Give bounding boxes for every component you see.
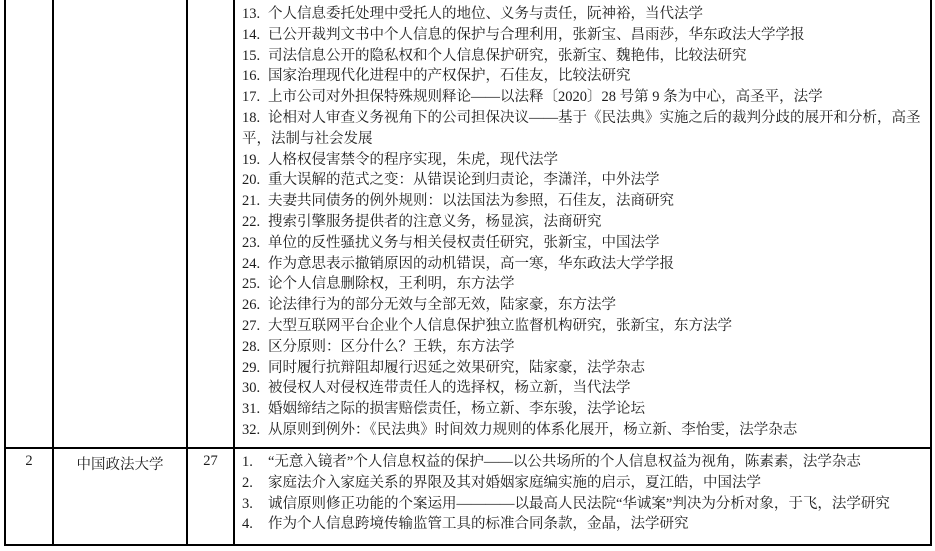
university-article-ranking-table [4, 0, 932, 546]
article-number: 18. [242, 109, 261, 126]
article-number: 24. [242, 255, 261, 272]
article-text: 国家治理现代化进程中的产权保护，石佳友，比较法研究 [268, 68, 631, 85]
article-text: 从原则到例外：《民法典》时间效力规则的体系化展开，杨立新、李怡雯，法学杂志 [268, 421, 798, 438]
article-item [242, 254, 924, 275]
article-item [242, 87, 924, 108]
article-number: 19. [242, 151, 261, 168]
article-text: 重大误解的范式之变：从错误论到归责论，李潇洋，中外法学 [268, 172, 660, 189]
article-item [242, 295, 924, 316]
article-number: 20. [242, 172, 261, 189]
article-text: 婚姻缔结之际的损害赔偿责任，杨立新、李东骏，法学论坛 [268, 401, 645, 418]
article-item [242, 46, 924, 67]
article-number: 13. [242, 6, 261, 22]
article-text: 家庭法介入家庭关系的界限及其对婚姻家庭编实施的启示，夏江皓，中国法学 [268, 474, 761, 491]
article-text: 同时履行抗辩阻却履行迟延之效果研究，陆家豪，法学杂志 [268, 359, 645, 376]
article-item [242, 150, 924, 171]
article-item [242, 25, 924, 46]
article-item [242, 337, 924, 358]
article-text: 被侵权人对侵权连带责任人的选择权，杨立新，当代法学 [268, 380, 631, 397]
article-item [242, 316, 924, 337]
article-number: 26. [242, 297, 261, 314]
article-number: 23. [242, 234, 261, 251]
article-item [242, 170, 924, 191]
article-item [242, 452, 924, 473]
article-number: 31. [242, 401, 261, 418]
article-item [242, 233, 924, 254]
article-item [242, 399, 924, 420]
article-item [242, 378, 924, 399]
article-text: 论法律行为的部分无效与全部无效，陆家豪，东方法学 [268, 297, 616, 314]
rank-cell [5, 0, 53, 448]
article-item [242, 212, 924, 233]
article-number: 28. [242, 338, 261, 355]
article-text: 区分原则：区分什么？王轶，东方法学 [268, 338, 515, 355]
article-number: 14. [242, 26, 261, 43]
article-number: 1. [242, 454, 253, 470]
article-text: 已公开裁判文书中个人信息的保护与合理利用，张新宝、昌雨莎，华东政法大学学报 [268, 26, 805, 43]
article-text: 司法信息公开的隐私权和个人信息保护研究，张新宝、魏艳伟，比较法研究 [268, 47, 747, 64]
article-item [242, 514, 924, 535]
article-number: 25. [242, 276, 261, 293]
article-text: 个人信息委托处理中受托人的地位、义务与责任，阮神裕，当代法学 [268, 6, 703, 22]
university-cell [53, 0, 187, 448]
article-number: 21. [242, 193, 261, 210]
article-number: 4. [242, 516, 253, 533]
articles-list-cell [234, 0, 931, 448]
article-text: 论相对人审查义务视角下的公司担保决议——基于《民法典》实施之后的裁判分歧的展开和分析，高圣平，法制与社会发展 [242, 109, 921, 147]
article-text: 大型互联网平台企业个人信息保护独立监督机构研究，张新宝，东方法学 [268, 317, 732, 334]
article-item [242, 358, 924, 379]
article-item [242, 4, 924, 25]
article-item [242, 108, 924, 150]
article-item [242, 494, 924, 515]
article-number: 27. [242, 317, 261, 334]
article-text: 夫妻共同债务的例外规则：以法国法为参照，石佳友，法商研究 [268, 193, 674, 210]
article-text: 论个人信息删除权，王利明，东方法学 [268, 276, 515, 293]
article-item [242, 473, 924, 494]
article-number: 32. [242, 421, 261, 438]
article-number: 3. [242, 495, 253, 512]
article-number: 16. [242, 68, 261, 85]
article-count-cell: 27 [187, 448, 234, 545]
university-cell: 中国政法大学 [53, 448, 187, 545]
rank-cell: 2 [5, 448, 53, 545]
article-text: 搜索引擎服务提供者的注意义务，杨显滨，法商研究 [268, 213, 602, 230]
article-number: 15. [242, 47, 261, 64]
article-count-cell [187, 0, 234, 448]
article-item [242, 66, 924, 87]
article-text: 诚信原则修正功能的个案运用————以最高人民法院“华诚案”判决为分析对象，于飞，法学研究 [268, 495, 890, 512]
article-text: 作为个人信息跨境传输监管工具的标准合同条款，金晶，法学研究 [268, 516, 689, 533]
articles-list-cell [234, 448, 931, 545]
article-item [242, 420, 924, 441]
article-text: 上市公司对外担保特殊规则释论——以法释〔2020〕28 号第 9 条为中心，高圣平，法学 [268, 89, 823, 106]
article-item [242, 274, 924, 295]
article-text: 单位的反性骚扰义务与相关侵权责任研究，张新宝，中国法学 [268, 234, 660, 251]
table-row [5, 0, 931, 448]
article-text: 作为意思表示撤销原因的动机错误，高一寒，华东政法大学学报 [268, 255, 674, 272]
article-number: 17. [242, 89, 261, 106]
article-item [242, 191, 924, 212]
article-text: “无意入镜者”个人信息权益的保护——以公共场所的个人信息权益为视角，陈素素，法学杂志 [268, 454, 861, 470]
article-number: 30. [242, 380, 261, 397]
article-number: 22. [242, 213, 261, 230]
table-row [5, 448, 931, 545]
article-text: 人格权侵害禁令的程序实现，朱虎，现代法学 [268, 151, 558, 168]
article-number: 29. [242, 359, 261, 376]
article-number: 2. [242, 474, 253, 491]
